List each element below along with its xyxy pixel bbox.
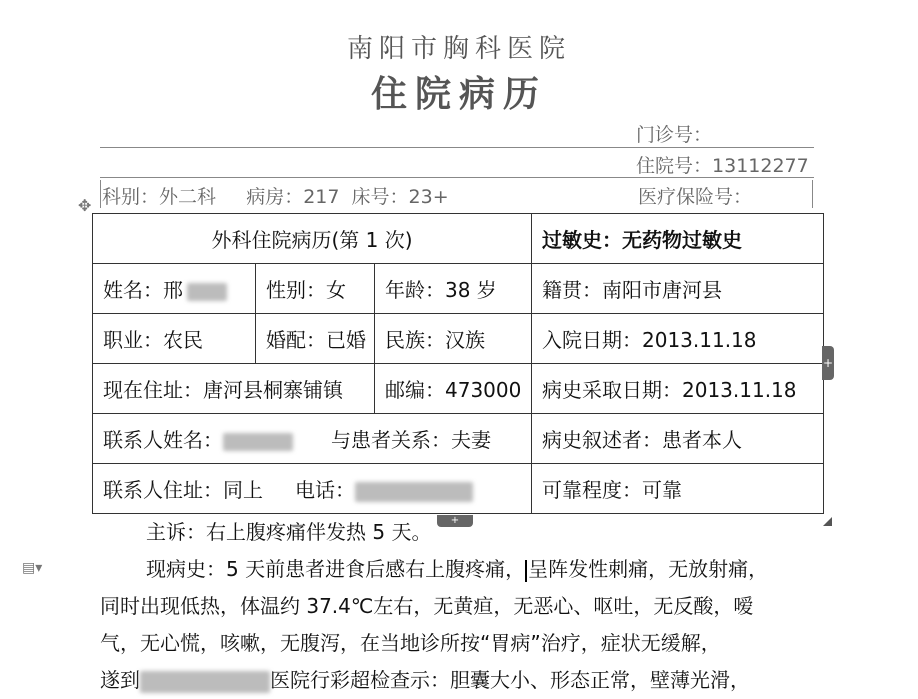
document-body[interactable]: [100, 514, 820, 699]
sex: 性别：女: [256, 264, 375, 314]
document-title: 住院病历: [370, 74, 547, 115]
redacted-contact: [223, 433, 293, 451]
reliability: 可靠程度：可靠: [532, 464, 824, 514]
department-line: 科别：外二科 病房：217 床号：23+: [102, 186, 449, 208]
document-options-icon[interactable]: ▤▾: [22, 560, 43, 576]
ethnicity: 民族：汉族: [375, 314, 532, 364]
add-row-button[interactable]: +: [822, 346, 834, 380]
current-address: 现在住址：唐河县桐寨铺镇: [93, 364, 375, 414]
admission-date: 入院日期：2013.11.18: [532, 314, 824, 364]
history-date: 病史采取日期：2013.11.18: [532, 364, 824, 414]
table-move-handle-icon[interactable]: ✥: [78, 196, 92, 215]
patient-info-table: [92, 213, 824, 514]
inpatient-number: 住院号：13112277: [636, 155, 809, 177]
history-narrator: 病史叙述者：患者本人: [532, 414, 824, 464]
present-illness: 现病史：5 天前患者进食后感右上腹疼痛， 呈阵发性刺痛，无放射痛，: [146, 557, 769, 581]
patient-name: 姓名：邢: [93, 264, 256, 314]
contact-person: 联系人姓名： 与患者关系：夫妻: [93, 414, 532, 464]
header-rule-2: [100, 177, 814, 178]
occupation: 职业：农民: [93, 314, 256, 364]
record-title: 外科住院病历(第 1 次): [93, 214, 532, 264]
header-cell-border: [812, 180, 813, 208]
redacted-hospital: [140, 671, 270, 693]
table-resize-handle-icon[interactable]: [823, 517, 832, 526]
postcode: 邮编：473000: [375, 364, 532, 414]
age: 年龄：38 岁: [375, 264, 532, 314]
insurance-number-label: 医疗保险号：: [638, 186, 753, 208]
allergy-history: 过敏史：无药物过敏史: [532, 214, 824, 264]
header-cell-border: [100, 180, 101, 208]
marital-status: 婚配：已婚: [256, 314, 375, 364]
redacted-name: [187, 283, 227, 301]
text-cursor: [525, 560, 527, 582]
present-illness-line-3: 气，无心慌，咳嗽，无腹泻，在当地诊所按“胃病”治疗，症状无缓解，: [100, 631, 721, 655]
contact-address: 联系人住址：同上 电话：: [93, 464, 532, 514]
native-place: 籍贯：南阳市唐河县: [532, 264, 824, 314]
present-illness-line-2: 同时出现低热，体温约 37.4℃左右，无黄疸，无恶心、呕吐，无反酸，嗳: [100, 594, 754, 618]
clinic-number-label: 门诊号：: [636, 124, 713, 146]
add-column-button[interactable]: +: [437, 515, 473, 527]
hospital-name: 南阳市胸科医院: [346, 34, 571, 64]
redacted-phone: [355, 482, 473, 502]
present-illness-line-4: 遂到 医院行彩超检查示：胆囊大小、形态正常，壁薄光滑，: [100, 668, 750, 692]
chief-complaint: 主诉：右上腹疼痛伴发热 5 天。: [146, 520, 432, 544]
header-rule-1: [100, 147, 814, 148]
